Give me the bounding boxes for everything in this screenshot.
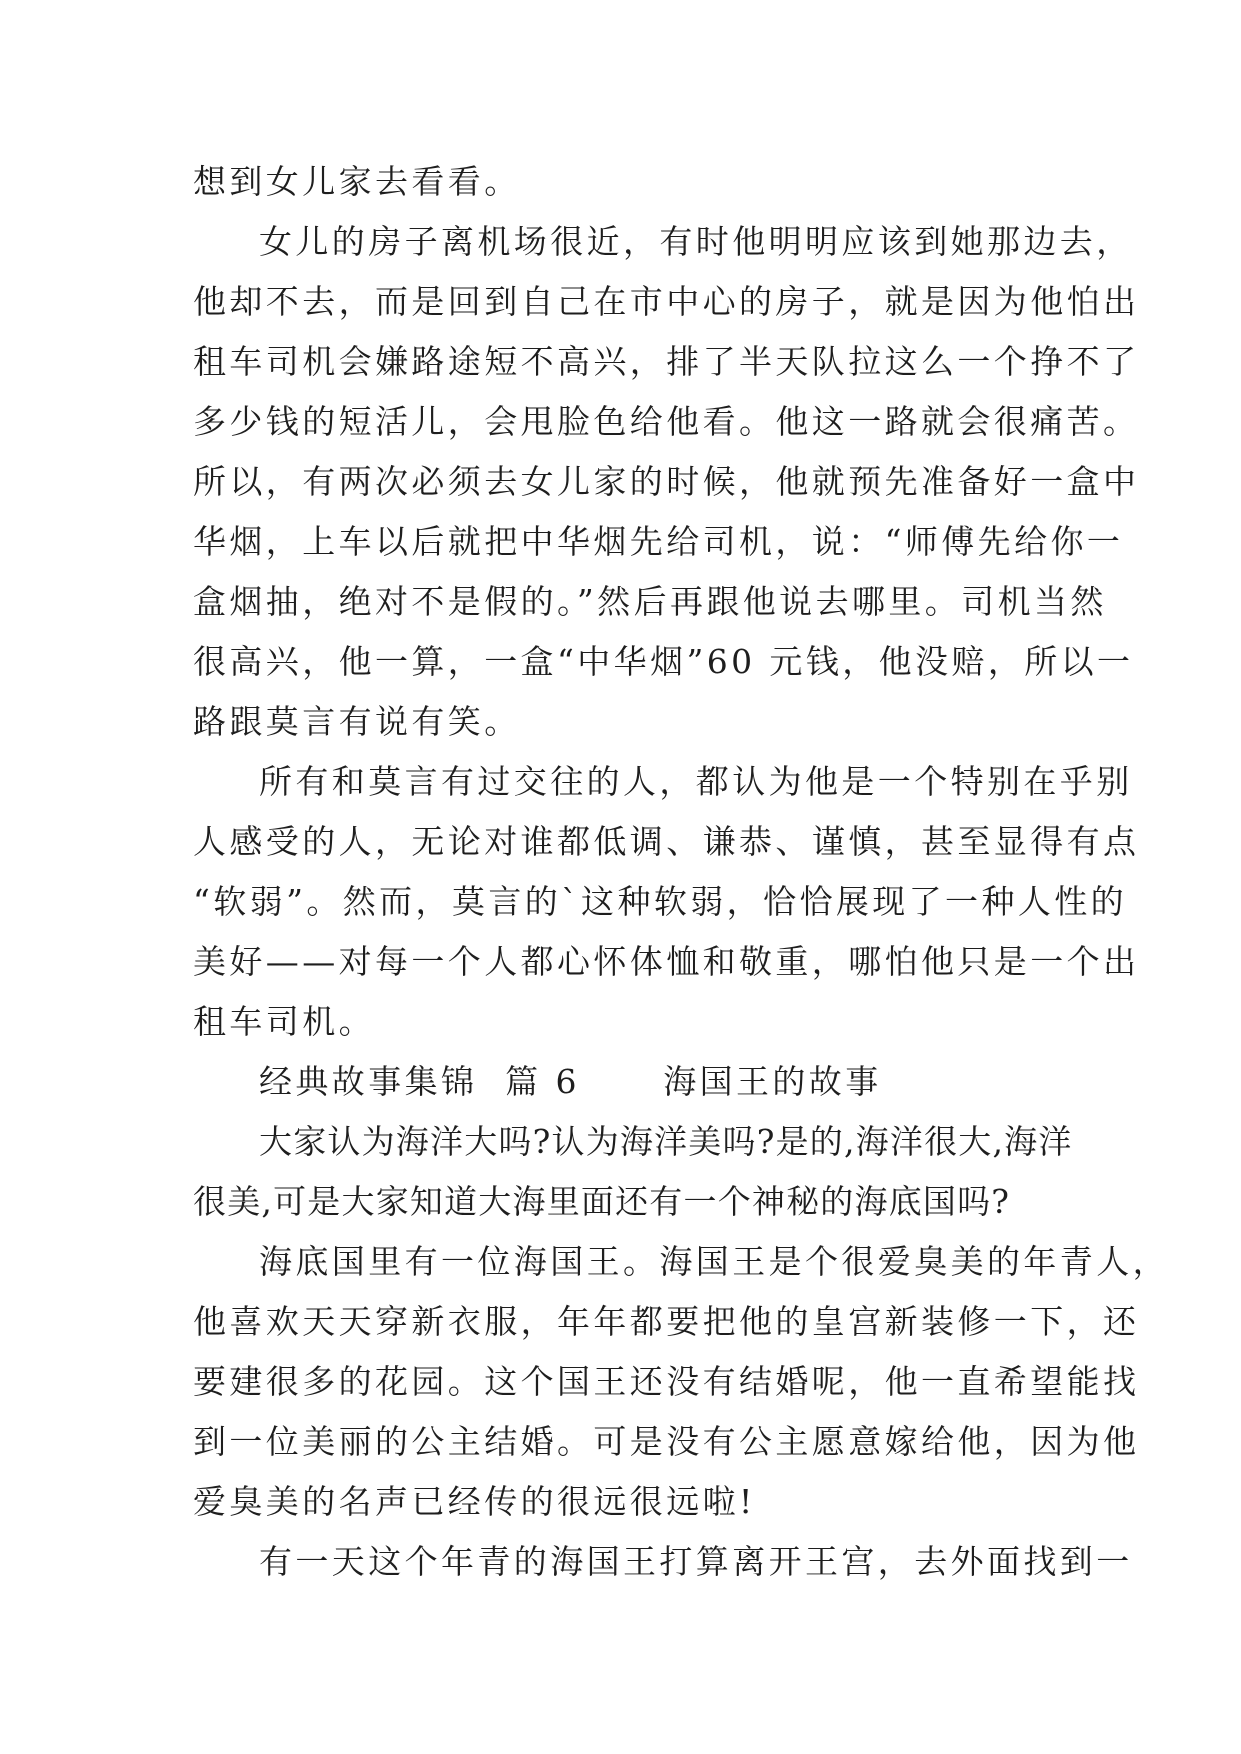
text-line: 有一天这个年青的海国王打算离开王宫，去外面找到一 — [259, 1542, 1133, 1581]
text-line: 美好——对每一个人都心怀体恤和敬重，哪怕他只是一个出 — [193, 942, 1140, 981]
text-line: 大家认为海洋大吗?认为海洋美吗?是的,海洋很大,海洋 — [259, 1122, 1073, 1161]
text-line: 很高兴，他一算，一盒“中华烟”60 元钱，他没赔，所以一 — [193, 642, 1134, 681]
text-line: “软弱”。然而，莫言的`这种软弱，恰恰展现了一种人性的 — [193, 882, 1128, 921]
text-line: 租车司机。 — [193, 1002, 375, 1041]
text-line: 他喜欢天天穿新衣服，年年都要把他的皇宫新装修一下，还 — [193, 1302, 1140, 1341]
text-line: 所有和莫言有过交往的人，都认为他是一个特别在乎别 — [259, 762, 1133, 801]
text-line: 多少钱的短活儿，会甩脸色给他看。他这一路就会很痛苦。 — [193, 402, 1140, 441]
text-line: 女儿的房子离机场很近，有时他明明应该到她那边去， — [259, 222, 1133, 261]
text-line: 想到女儿家去看看。 — [193, 162, 521, 201]
text-line: 爱臭美的名声已经传的很远很远啦! — [193, 1482, 756, 1521]
text-line: 他却不去，而是回到自己在市中心的房子，就是因为他怕出 — [193, 282, 1140, 321]
text-line: 人感受的人，无论对谁都低调、谦恭、谨慎，甚至显得有点 — [193, 822, 1140, 861]
text-line: 路跟莫言有说有笑。 — [193, 702, 521, 741]
text-line: 所以，有两次必须去女儿家的时候，他就预先准备好一盒中 — [193, 462, 1140, 501]
text-line: 到一位美丽的公主结婚。可是没有公主愿意嫁给他，因为他 — [193, 1422, 1140, 1461]
text-line: 很美,可是大家知道大海里面还有一个神秘的海底国吗? — [193, 1182, 1011, 1221]
text-line: 租车司机会嫌路途短不高兴，排了半天队拉这么一个挣不了 — [193, 342, 1140, 381]
text-line: 盒烟抽，绝对不是假的。”然后再跟他说去哪里。司机当然 — [193, 582, 1107, 621]
text-line: 要建很多的花园。这个国王还没有结婚呢，他一直希望能找 — [193, 1362, 1140, 1401]
section-heading: 经典故事集锦 篇 6 海国王的故事 — [259, 1062, 882, 1101]
text-line: 海底国里有一位海国王。海国王是个很爱臭美的年青人， — [259, 1242, 1169, 1281]
text-line: 华烟，上车以后就把中华烟先给司机，说：“师傅先给你一 — [193, 522, 1124, 561]
